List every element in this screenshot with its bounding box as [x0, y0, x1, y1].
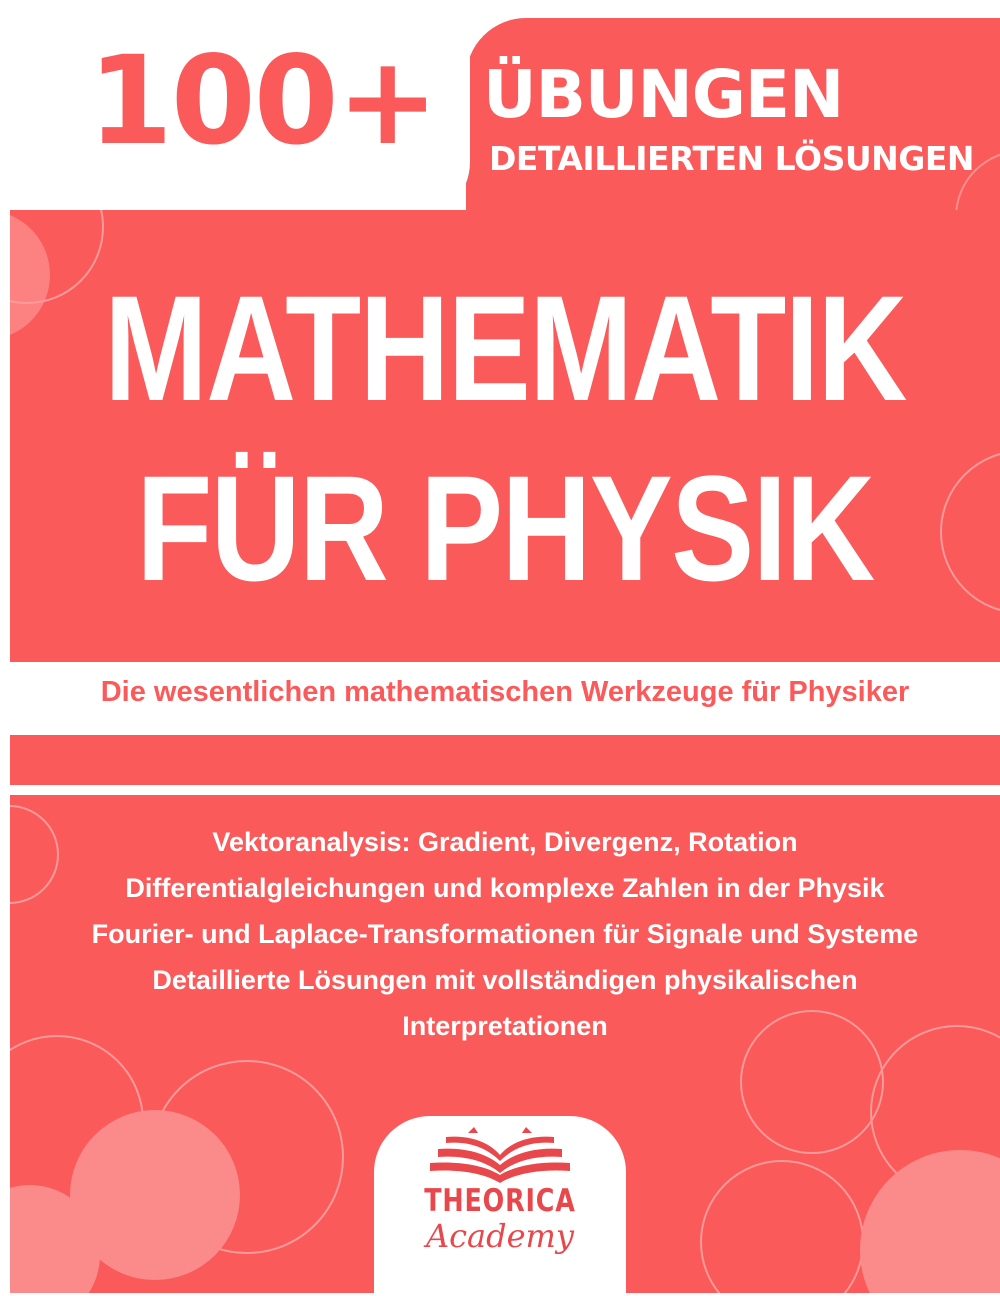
publisher-name-script: Academy [426, 1217, 574, 1255]
feature-item: Differentialgleichungen und komplexe Zahlen in der Physik [125, 873, 885, 903]
feature-list [10, 819, 1000, 1049]
exercises-label: ÜBUNGEN [483, 56, 844, 133]
book-title-line-2: FÜR PHYSIK [136, 444, 874, 612]
publisher-name: THEORICA [424, 1183, 576, 1219]
feature-item: Fourier- und Laplace-Transformationen für Signale und Systeme [91, 919, 919, 949]
decor-circle [940, 450, 1000, 614]
solutions-label: DETAILLIERTEN LÖSUNGEN [489, 139, 974, 178]
book-title-line-1: MATHEMATIK [104, 264, 906, 432]
exercise-count: 100+ [88, 30, 437, 172]
book-subtitle: Die wesentlichen mathematischen Werkzeuge für Physiker [100, 676, 910, 708]
feature-item: Detaillierte Lösungen mit vollständigen physikalischen [152, 965, 858, 995]
decor-circle [700, 1160, 864, 1293]
open-book-icon [428, 1125, 572, 1189]
title-band [10, 210, 1000, 662]
decor-circle [10, 210, 104, 304]
decor-circle [860, 1150, 1000, 1293]
feature-item: Vektoranalysis: Gradient, Divergenz, Rotation [212, 827, 798, 857]
divider-band [10, 735, 1000, 785]
feature-item: Interpretationen [402, 1011, 608, 1041]
